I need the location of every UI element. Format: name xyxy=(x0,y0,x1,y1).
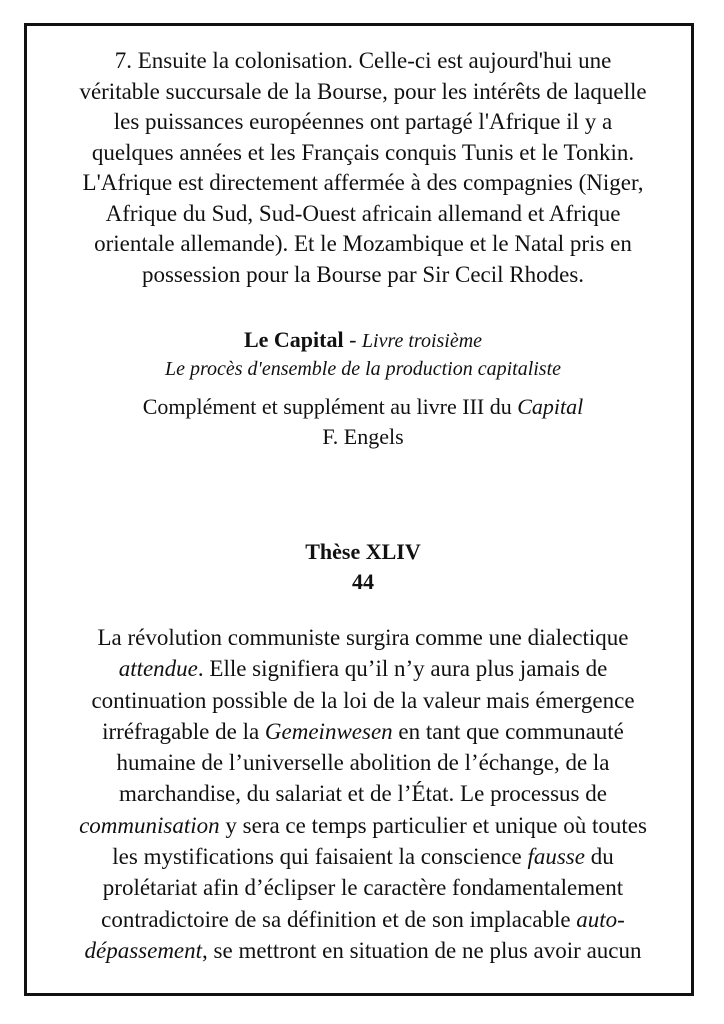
source-supplement-text: Complément et supplément au livre III du xyxy=(142,394,518,419)
source-author: F. Engels xyxy=(322,424,404,449)
source-separator: - xyxy=(343,327,362,352)
thesis-line xyxy=(40,841,686,872)
thesis-text: contradictoire de sa définition et de son implacable xyxy=(101,906,577,932)
thesis-title: Thèse XLIV xyxy=(305,539,421,564)
thesis-body xyxy=(40,622,686,966)
thesis-text: La révolution communiste surgira comme une dialectique xyxy=(97,625,629,650)
thesis-italic-text: fausse xyxy=(527,844,585,870)
source-volume: Livre troisième xyxy=(361,330,483,352)
quote-source xyxy=(28,326,698,452)
quote-block xyxy=(28,46,698,290)
thesis-line xyxy=(40,685,686,716)
quote-line: véritable succursale de la Bourse, pour les intérêts de laquelle xyxy=(79,78,647,104)
thesis-italic-text: attendue xyxy=(118,656,198,682)
thesis-italic-text: dépassement xyxy=(84,937,203,963)
thesis-text: irréfragable de la xyxy=(102,718,265,744)
thesis-line xyxy=(40,778,686,809)
source-supplement xyxy=(28,392,698,422)
quote-line: Afrique du Sud, Sud-Ouest africain allemand et Afrique xyxy=(105,200,621,226)
thesis-line xyxy=(40,716,686,747)
thesis-text: marchandise, du salariat et de l’État. Le processus de xyxy=(119,781,607,807)
thesis-number: 44 xyxy=(352,569,374,594)
thesis-text: du xyxy=(584,844,614,870)
quote-line: orientale allemande). Et le Mozambique et le Natal pris en xyxy=(94,231,632,256)
thesis-text: prolétariat afin d’éclipser le caractère fondamentalement xyxy=(102,875,624,901)
thesis-italic-text: auto- xyxy=(576,906,625,932)
source-title-line xyxy=(28,326,698,355)
thesis-line xyxy=(40,747,686,778)
quote-line: quelques années et les Français conquis Tunis et le Tonkin. xyxy=(91,139,635,165)
source-subtitle: Le procès d'ensemble de la production capitaliste xyxy=(164,358,562,380)
thesis-text: humaine de l’universelle abolition de l’échange, de la xyxy=(116,750,610,776)
quote-line: les puissances européennes ont partagé l'Afrique il y a xyxy=(113,109,613,134)
quote-line: 7. Ensuite la colonisation. Celle-ci est aujourd'hui une xyxy=(114,48,612,73)
thesis-text: . Elle signifiera qu’il n’y aura plus jamais de xyxy=(197,656,608,682)
thesis-line xyxy=(40,810,686,841)
thesis-line xyxy=(40,904,686,935)
thesis-line xyxy=(40,622,686,653)
source-book-title: Le Capital xyxy=(243,327,344,352)
thesis-text: , se mettront en situation de ne plus avoir aucun xyxy=(202,937,642,963)
thesis-text: en tant que communauté xyxy=(392,718,624,744)
thesis-italic-text: communisation xyxy=(79,812,220,838)
thesis-heading xyxy=(28,537,698,597)
thesis-italic-text: Gemeinwesen xyxy=(264,718,393,744)
source-supplement-italic: Capital xyxy=(517,394,584,419)
thesis-text: les mystifications qui faisaient la conscience xyxy=(112,844,528,870)
thesis-text: y sera ce temps particulier et unique où toutes xyxy=(219,812,647,838)
thesis-line xyxy=(40,872,686,903)
thesis-line xyxy=(40,653,686,684)
quote-line: possession pour la Bourse par Sir Cecil Rhodes. xyxy=(141,261,585,287)
quote-line: L'Afrique est directement affermée à des compagnies (Niger, xyxy=(82,170,644,195)
thesis-line xyxy=(40,935,686,966)
thesis-text: continuation possible de la loi de la valeur mais émergence xyxy=(91,687,635,713)
